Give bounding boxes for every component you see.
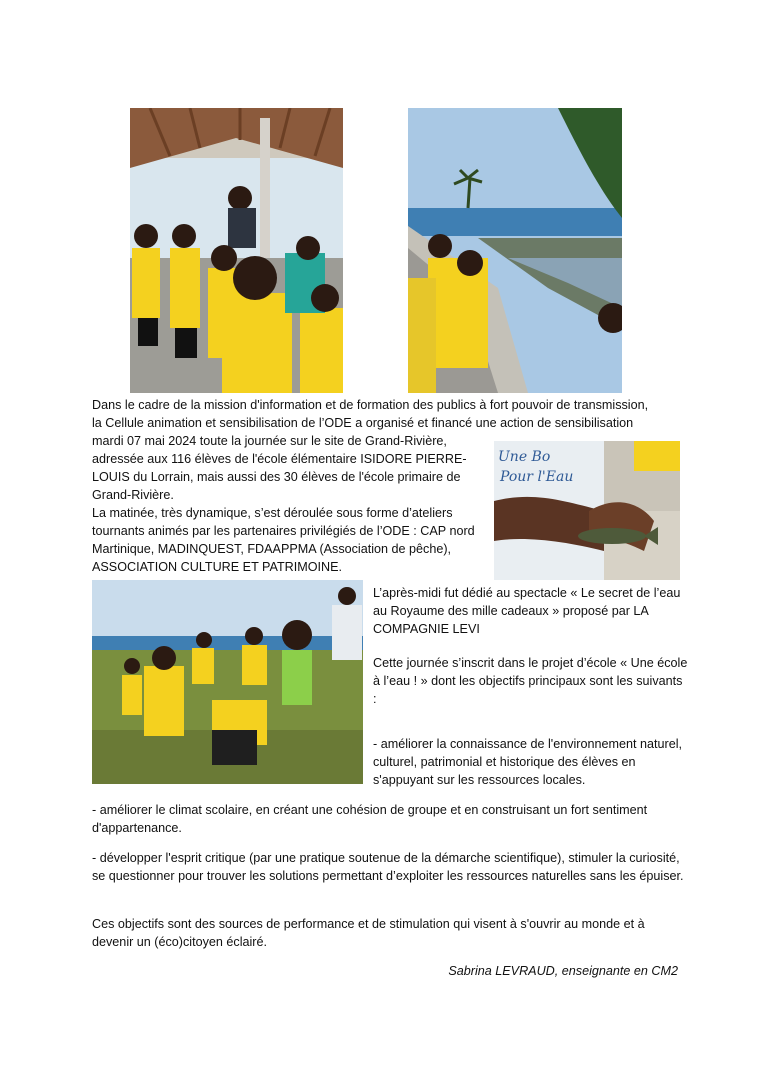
objective-3: - développer l'esprit critique (par une pratique soutenue de la démarche scientifique), stimuler la curiosité, se questionner pour trouver les solutions permettant d’exploiter les ressources naturelles sans les épuiser. <box>92 851 684 883</box>
objective-2: - améliorer le climat scolaire, en créant une cohésion de groupe et en construisant un fort sentiment d'appartenance. <box>92 803 648 835</box>
intro-paragraph-2: La matinée, très dynamique, s’est déroulée sous forme d’ateliers tournants animés par les partenaires privilégiés de l’ODE : CAP nord Martinique, MADINQUEST, FDAAPPMA (Association de pêche), ASSOCIATION CULTURE ET PATRIMOINE. <box>92 506 475 574</box>
photo-river-mouth <box>408 108 622 393</box>
photo-children-circle-game <box>92 580 363 784</box>
svg-text:Pour l'Eau: Pour l'Eau <box>500 469 574 485</box>
afternoon-paragraph: L’après-midi fut dédié au spectacle « Le secret de l’eau au Royaume des mille cadeaux » proposé par LA COMPAGNIE LEVI <box>373 586 681 636</box>
objective-1: - améliorer la connaissance de l'environnement naturel, culturel, patrimonial et historique des élèves en s'appuyant sur les ressources locales. <box>373 737 683 787</box>
project-paragraph: Cette journée s’inscrit dans le projet d’école « Une école à l’eau ! » dont les objectifs principaux sont les suivants : <box>373 656 688 706</box>
shirt-text: Une Bo <box>498 449 551 465</box>
intro-line-1: Dans le cadre de la mission d'information et de formation des publics à fort pouvoir de transmission, <box>92 398 649 412</box>
photo-children-gazebo <box>130 108 343 393</box>
conclusion-paragraph: Ces objectifs sont des sources de performance et de stimulation qui visent à s'ouvrir au monde et à devenir un (éco)citoyen éclairé. <box>92 917 645 949</box>
intro-paragraph-1: mardi 07 mai 2024 toute la journée sur le site de Grand-Rivière, adressée aux 116 élèves de l'école élémentaire ISIDORE PIERRE-LOUIS du Lorrain, mais aussi des 30 élèves de l'école primaire de Grand-Rivière. <box>92 434 467 502</box>
signature: Sabrina LEVRAUD, enseignante en CM2 <box>448 964 678 978</box>
photo-fish-in-hands <box>494 441 680 580</box>
intro-line-2: la Cellule animation et sensibilisation de l’ODE a organisé et financé une action de sensibilisation <box>92 416 634 430</box>
